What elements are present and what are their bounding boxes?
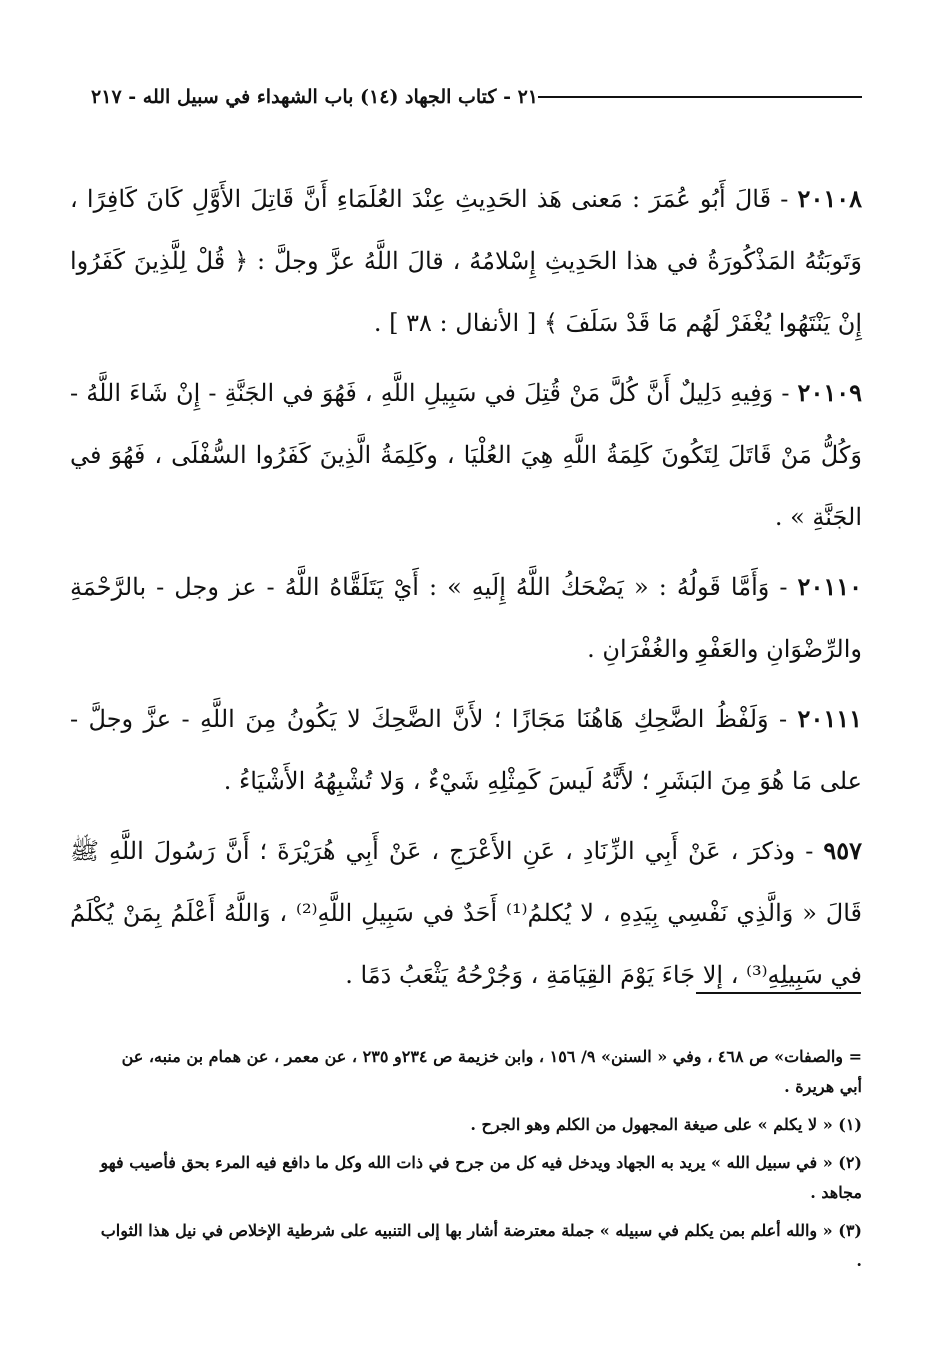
running-header bbox=[90, 84, 862, 114]
paragraph-text: - وَأَمَّا قَولُهُ : « يَضْحَكُ اللَّهُ إِلَيهِ » : أَيْ يَتَلَقَّاهُ اللَّهُ - عز وجل - بالرَّحْمَةِ والرِّضْوَانِ والعَفْوِ والغُفْرَانِ . bbox=[70, 573, 862, 663]
footnote-rule bbox=[696, 992, 861, 994]
footnote: (٣) « والله أعلم بمن يكلم في سبيله » جملة معترضة أشار بها إلى التنبيه على شرطية الإخلاص في نيل هذا الثواب . bbox=[100, 1221, 862, 1270]
footnote: (٢) « في سبيل الله » يريد به الجهاد ويدخل فيه كل من جرح في ذات الله وكل ما دافع فيه المرء بحق فأصيب فهو مجاهد . bbox=[100, 1153, 862, 1202]
paragraph-number: ٢٠١١١ bbox=[797, 704, 862, 733]
footnote: (١) « لا يكلم » على صيغة المجهول من الكلم وهو الجرح . bbox=[470, 1115, 862, 1134]
hadith-paragraph bbox=[70, 820, 862, 1006]
paragraph-text: - وَلَفْظُ الضَّحِكِ هَاهُنَا مَجَازًا ؛ لأَنَّ الضَّحِكَ لا يَكُونُ مِنَ اللَّهِ - عزَّ وجلَّ - على مَا هُوَ مِنَ البَشَرِ ؛ لأَنَّهُ لَيسَ كَمِثْلِهِ شَيْءٌ ، وَلا تُشْبِهُهُ الأَشْيَاءُ . bbox=[70, 705, 862, 795]
paragraph bbox=[70, 362, 862, 548]
paragraph-text: - وَفِيهِ دَلِيلٌ أَنَّ كُلَّ مَنْ قُتِلَ في سَبِيلِ اللَّهِ ، فَهُوَ في الجَنَّةِ - إِنْ شَاءَ اللَّهُ - وَكُلُّ مَنْ قَاتَلَ لِتَكُونَ كَلِمَةُ اللَّهِ هِيَ العُلْيَا ، وكَلِمَةُ الَّذِينَ كَفَرُوا السُّفْلَى ، فَهُوَ في الجَنَّةِ » . bbox=[70, 379, 862, 531]
paragraph-number: ٢٠١١٠ bbox=[797, 572, 862, 601]
paragraph-number: ٢٠١٠٨ bbox=[797, 184, 862, 213]
paragraph-text: - قَالَ أَبُو عُمَرَ : مَعنى هَذ الحَدِيثِ عِنْدَ العُلَمَاءِ أَنَّ قَاتِلَ الأَوَّلِ كَانَ كَافِرًا ، وَتَوبَتُهُ المَذْكُورَةُ في هذا الحَدِيثِ إِسْلامُهُ ، قالَ اللَّهُ عزَّ وجلَّ : ﴿ قُلْ لِلَّذِينَ كَفَرُوا إِنْ يَنْتَهُوا يُغْفَرْ لَهُم مَا قَدْ سَلَفَ ﴾ [ الأنفال : ٣٨ ] . bbox=[70, 185, 862, 337]
header-text: ٢١ - كتاب الجهاد (١٤) باب الشهداء في سبيل الله - ٢١٧ bbox=[91, 86, 538, 108]
paragraph-number: ٢٠١٠٩ bbox=[797, 378, 862, 407]
paragraph bbox=[70, 168, 862, 354]
footnotes bbox=[100, 1042, 862, 1284]
main-text bbox=[70, 168, 862, 1014]
paragraph bbox=[70, 688, 862, 812]
footnote: = والصفات» ص ٤٦٨ ، وفي « السنن» ٩/ ١٥٦ ، وابن خزيمة ص ٢٣٤و ٢٣٥ ، عن معمر ، عن همام بن منبه، عن أبي هريرة . bbox=[121, 1047, 862, 1096]
header-rule bbox=[538, 96, 862, 98]
paragraph bbox=[70, 556, 862, 680]
paragraph-text: - وذكرَ ، عَنْ أَبِي الزِّنَادِ ، عَنِ الأَعْرَجِ ، عَنْ أَبِي هُرَيْرَةَ ؛ أَنَّ رَسُولَ اللَّهِ ﷺ قَالَ « وَالَّذِي نَفْسِي بِيَدِهِ ، لا يُكلمُ⁽¹⁾ أَحَدٌ في سَبِيلِ اللَّهِ⁽²⁾ ، وَاللَّهُ أَعْلَمُ بِمَنْ يُكْلَمُ في سَبِيلِهِ⁽³⁾ ، إلا جَاءَ يَوْمَ القِيَامَةِ ، وَجُرْحُهُ يَثْعَبُ دَمًا . bbox=[70, 837, 862, 989]
hadith-number: ٩٥٧ bbox=[823, 836, 862, 865]
